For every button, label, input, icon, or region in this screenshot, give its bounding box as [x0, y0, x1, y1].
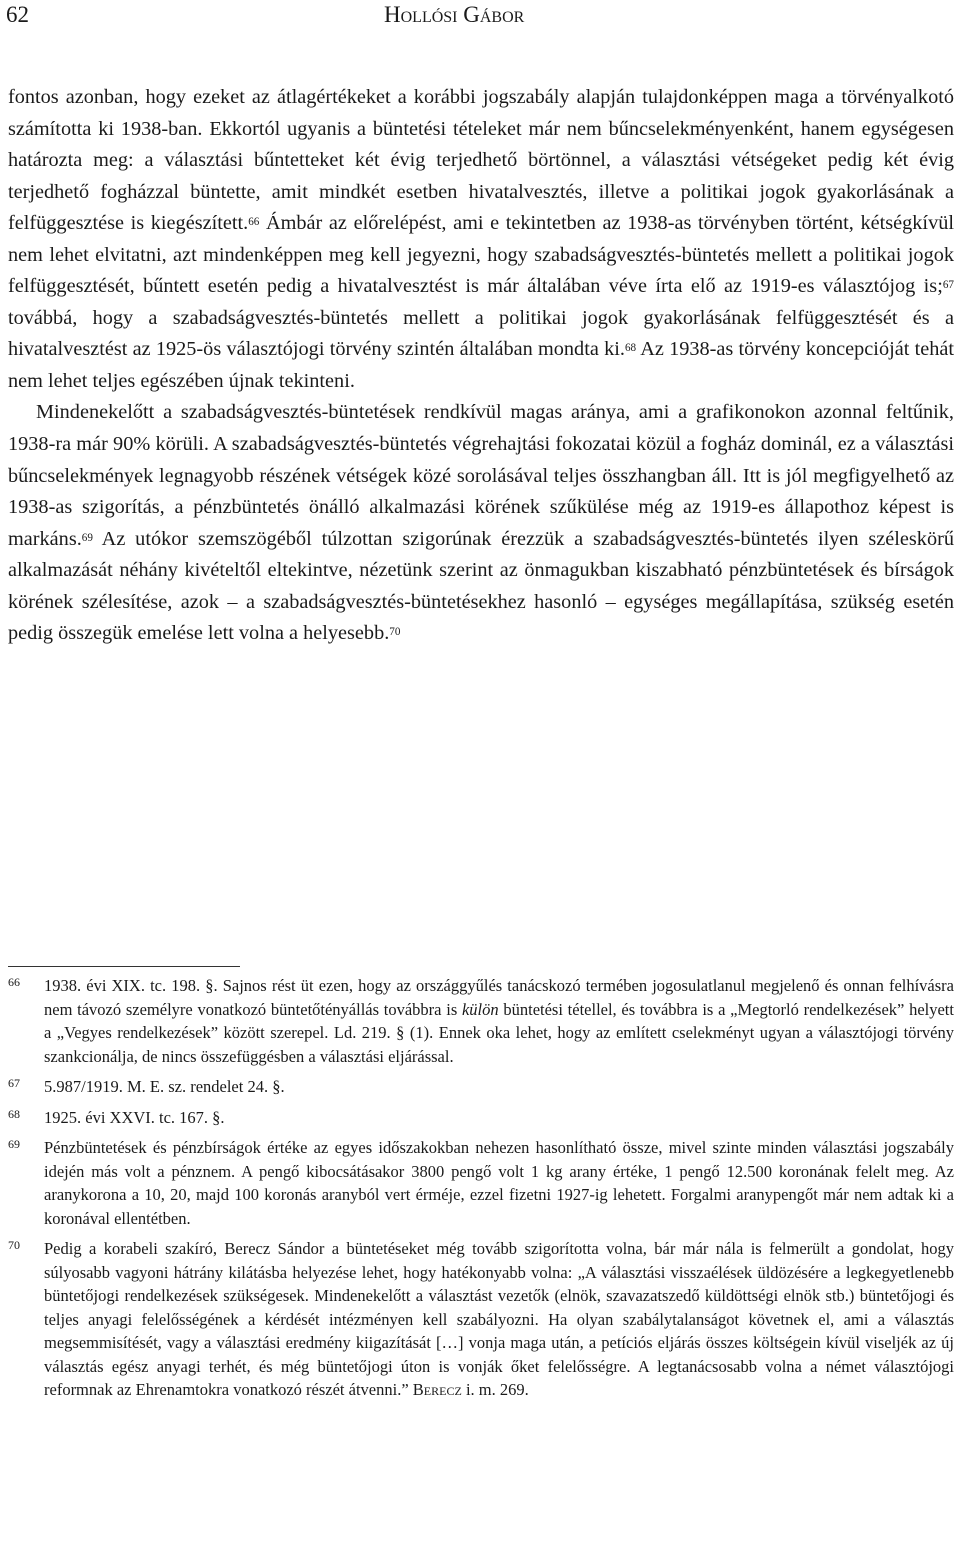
footnote-text: büntetési tétellel, és továbbra is a „Megtorló rendelkezések” helyett a „Vegyes rendelkezések” között szerepel. Ld. 219. § (1). Ennek oka lehet, hogy az említett cselekményt ugyan a választójogi törvény szankcionálja, de nincs összefüggésben a választási eljárással.: [44, 999, 954, 1066]
footnote-ref-69[interactable]: 69: [81, 531, 93, 544]
footnote-number: 68: [8, 1106, 20, 1121]
text-span: Mindenekelőtt a szabadságvesztés-büntetések rendkívül magas aránya, ami a grafikonokon azonnal feltűnik, 1938-ra már 90% körüli. A szabadságvesztés-büntetés végrehajtási fokozatai közül a fogház dominál, ez a választási bűncselekmények legnagyobb részének vétségek közé sorolásával teljes összhangban áll. Itt is jól megfigyelhető az 1938-as szigorítás, a pénzbüntetés önálló alkalmazási körének szűkülése még az 1919-es állapothoz képest is markáns.: [8, 401, 954, 550]
footnote-number: 69: [8, 1137, 20, 1151]
text-span: Az utókor szemszögéből túlzottan szigorúnak érezzük a szabadságvesztés-büntetés ilyen széleskörű alkalmazását néhány kivételtől eltekintve, nézetünk szerint az önmagukban kiszabható pénzbüntetések és bírságok körének szélesítése, azok – a szabadságvesztés-büntetésekhez hasonló – egységes megállapítása, szükség esetén pedig összegük emelése lett volna a helyesebb.: [8, 527, 954, 645]
footnote-text: 1938. évi XIX. tc. 198. §. Sajnos rést üt ezen, hogy az országgyűlés tanácskozó termében jogosulatlanul megjelenő és onnan felhívásra nem távozó személyre vonatkozó büntetőtényállás továbbra is: [44, 976, 954, 1019]
footnote-separator: [8, 966, 240, 967]
footnote-text: 5.987/1919. M. E. sz. rendelet 24. §.: [44, 1077, 285, 1096]
footnote-ref-68[interactable]: 68: [624, 342, 637, 355]
footnote-69: [8, 1136, 954, 1230]
text-span: Ámbár az előrelépést, ami e tekintetben az 1938-as törvényben történt, kétségkívül nem lehet elvitatni, azt mindenképpen meg kell jegyezni, hogy szabadságvesztés-büntetés mellett a politikai jogok felfüggesztését, bűntett esetén pedig a hivatalvesztést is már általában véve írta elő az 1919-es választójog is;: [8, 212, 954, 298]
footnote-emphasis: külön: [461, 999, 499, 1019]
paragraph-1: [8, 82, 954, 397]
page-number: 62: [6, 2, 29, 27]
footnote-70: [8, 1237, 954, 1402]
footnote-68: [8, 1106, 954, 1130]
footnote-66: [8, 974, 954, 1068]
footnote-number: 67: [8, 1076, 20, 1090]
footnote-author: Berecz: [412, 1380, 462, 1399]
footnote-number: 70: [8, 1238, 20, 1252]
footnote-text: 1925. évi XXVI. tc. 167. §.: [44, 1107, 225, 1127]
footnote-ref-66[interactable]: 66: [248, 216, 260, 229]
footnote-ref-70[interactable]: 70: [389, 626, 401, 639]
paragraph-2: [8, 397, 954, 649]
footnote-text: i. m. 269.: [461, 1380, 529, 1399]
footnote-text: Pénzbüntetések és pénzbírságok értéke az egyes időszakokban nehezen hasonlítható össze, mivel szinte minden választási jogszabály idején más volt a pénznem. A pengő kibocsátásakor 3800 pengő volt 1 kg arany értéke, 1 pengő 12.500 koronának felelt meg. Az aranykorona a 10, 20, majd 100 koronás aranyból vert érméje, ezzel fizetni 1927-ig lehetett. Forgalmi aranypengőt már nem adtak ki a koronával ellentétben.: [44, 1138, 954, 1228]
footnote-ref-67[interactable]: 67: [942, 279, 954, 292]
page-header: [0, 0, 960, 40]
main-text: [8, 82, 954, 650]
text-span: fontos azonban, hogy ezeket az átlagértékeket a korábbi jogszabály alapján tulajdonképpen maga a törvényalkotó számította ki 1938-ban. Ekkortól ugyanis a büntetési tételeket már nem bűncselekményenként, hanem egységesen határozta meg: a választási bűntetteket két évig terjedhető börtönnel, a választási vétségeket pedig két évig terjedhető fogházzal büntette, amit mindkét esetben hivatalvesztés, illetve a politikai jogok gyakorlásának a felfüggesztése is kiegészített.: [8, 86, 954, 235]
footnote-67: [8, 1075, 954, 1099]
text-span: Az 1938-as törvény koncepcióját tehát nem lehet teljes egészében újnak tekinteni.: [8, 338, 955, 392]
footnote-number: 66: [8, 975, 20, 989]
text-span: továbbá, hogy a szabadságvesztés-büntetés mellett a politikai jogok gyakorlásának felfüggesztését és a hivatalvesztést az 1925-ös választójogi törvény szintén általában mondta ki.: [8, 306, 954, 361]
footnote-text: Pedig a korabeli szakíró, Berecz Sándor a büntetéseket még tovább szigorította volna, bár már nála is felmerült a gondolat, hogy súlyosabb vagyoni hátrány kilátásba helyezése lehet, hogy hatékonyabb volna: „A választási visszaélések üldözésére a legkegyetlenebb büntetőjogi rendelkezések szükségesek. Mindenekelőtt a választást vezetők (elnök, szavazatszedő küldöttségi elnök stb.) büntetőjogi és teljes anyagi felelősségének a kérdését intézményen kell szabályozni. Ha olyan szabálytalanságot követnek el, ami a választás megsemmisítését, vagy a választási eredmény kiigazítását […] vonja maga után, a petíciós eljárás összes költségein kívül viseljék az új választás egész anyagi terhét, és még büntetőjogi úton is vonják őket felelősségre. A legtanácsosabb volna a német választójogi reformnak az Ehrenamtokra vonatkozó részét átvenni.”: [44, 1239, 954, 1399]
footnotes: [8, 974, 954, 1409]
running-head: Hollósi Gábor: [384, 2, 525, 27]
